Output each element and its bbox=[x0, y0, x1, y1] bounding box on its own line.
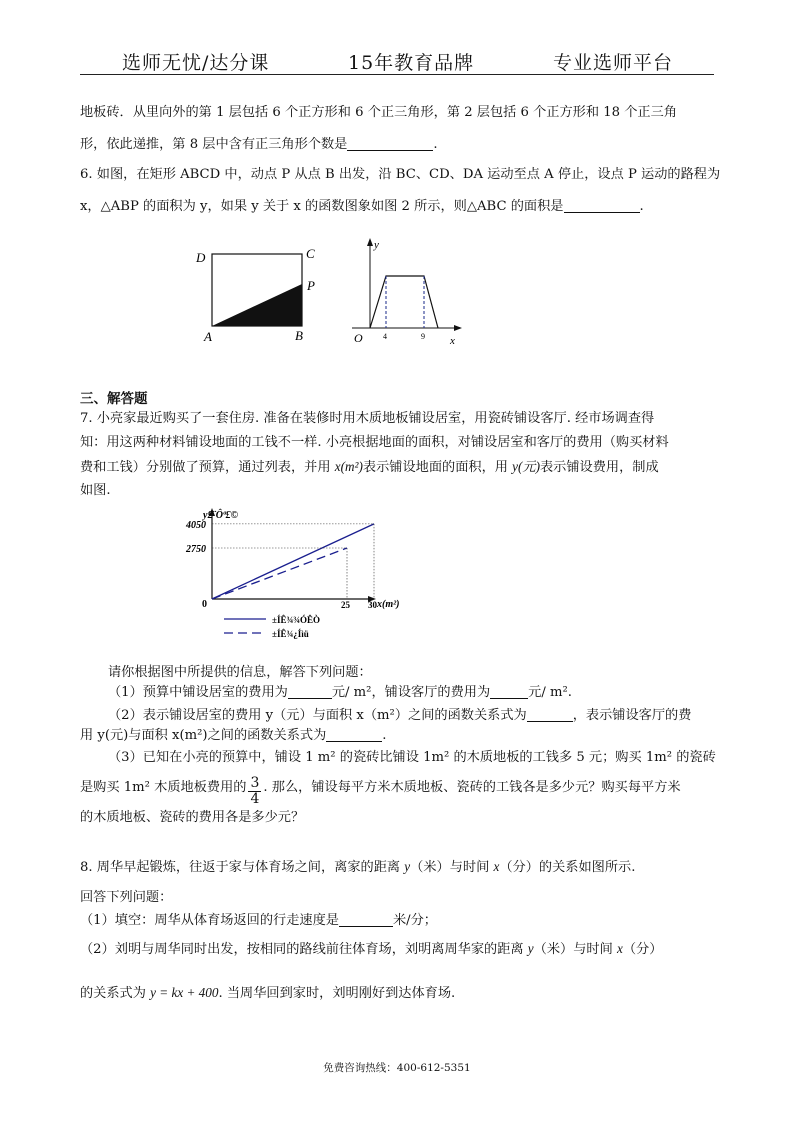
y-axis-arrow bbox=[367, 238, 373, 246]
var-x: x bbox=[493, 859, 500, 874]
var-y: y bbox=[404, 859, 411, 874]
graph-tick-9: 9 bbox=[421, 332, 425, 341]
legend-label-2: ±ÍÊ¾¿Íìü bbox=[272, 629, 309, 639]
triangle-abp bbox=[212, 284, 302, 326]
header-brand: 选师无忧/达分课 bbox=[122, 52, 270, 74]
legend-label-1: ±ÍÊ¾¾ÓÊÒ bbox=[272, 615, 320, 625]
text: （米）与时间 bbox=[533, 942, 617, 957]
text: （1）填空：周华从体育场返回的行走速度是 bbox=[80, 913, 339, 928]
equation: y = kx + 400 bbox=[150, 985, 219, 1000]
problem-6-line-1: 6. 如图，在矩形 ABCD 中，动点 P 从点 B 出发，沿 BC、CD、DA 运动至点 A 停止，设点 P 运动的路程为 bbox=[80, 167, 721, 182]
text: （分） bbox=[622, 942, 663, 957]
text: （1）预算中铺设居室的费用为 bbox=[108, 685, 288, 700]
answer-blank-5 bbox=[347, 136, 433, 151]
label-p: P bbox=[307, 278, 315, 293]
text: 表示铺设地面的面积，用 bbox=[362, 460, 513, 475]
problem-7-line-1: 7. 小亮家最近购买了一套住房. 准备在装修时用木质地板铺设居室，用瓷砖铺设客厅. 经市场调查得 bbox=[80, 411, 655, 426]
answer-blank-6 bbox=[564, 198, 640, 213]
label-c: C bbox=[306, 246, 315, 261]
problem-5-line-1: 地板砖．从里向外的第 1 层包括 6 个正方形和 6 个正三角形，第 2 层包括 6 个正方形和 18 个正三角 bbox=[80, 105, 677, 120]
problem-8-q2-line-2 bbox=[80, 979, 720, 1008]
var-x: x(m²) bbox=[334, 459, 363, 474]
chart-y-label: y£¨Ôª£© bbox=[203, 510, 239, 521]
answer-blank-7-2a bbox=[527, 707, 573, 722]
function-graph bbox=[346, 234, 470, 350]
label-d: D bbox=[196, 250, 206, 265]
fraction-numerator: 3 bbox=[250, 775, 260, 791]
text: （分）的关系如图所示. bbox=[499, 860, 636, 875]
graph-origin: O bbox=[354, 331, 363, 345]
graph-x-label: x bbox=[450, 335, 455, 347]
x-tick-label-25: 25 bbox=[341, 600, 350, 610]
y-tick-label-2750: 2750 bbox=[186, 543, 206, 555]
answer-blank-7-1a bbox=[288, 684, 332, 699]
problem-7-q3-line-1: （3）已知在小亮的预算中，铺设 1 m² 的瓷砖比铺设 1m² 的木质地板的工钱多 5 元；购买 1m² 的瓷砖 bbox=[108, 750, 716, 765]
x-axis-arrow bbox=[454, 325, 462, 331]
text: 是购买 1m² 木质地板费用的 bbox=[80, 780, 247, 795]
footer-hotline: 免费咨询热线：400-612-5351 bbox=[323, 1062, 471, 1074]
problem-8-line-1 bbox=[80, 853, 720, 882]
fraction-denominator: 4 bbox=[250, 791, 260, 807]
problem-7-line-4: 如图. bbox=[80, 483, 111, 498]
problem-5-line-2 bbox=[80, 131, 720, 159]
text: （2）表示铺设居室的费用 y（元）与面积 x（m²）之间的函数关系式为 bbox=[108, 708, 527, 723]
x-tick-label-30: 30 bbox=[368, 600, 377, 610]
graph-line bbox=[370, 276, 438, 328]
problem-8-q1 bbox=[80, 907, 720, 935]
chart-origin: 0 bbox=[202, 599, 207, 610]
var-y: y bbox=[527, 941, 534, 956]
header-divider bbox=[80, 74, 714, 75]
problem-7-line-2: 知：用这两种材料铺设地面的工钱不一样. 小亮根据地面的面积，对铺设居室和客厅的费用（购买材料 bbox=[80, 435, 669, 450]
text: . 当周华回到家时，刘明刚好到达体育场. bbox=[218, 986, 456, 1001]
text: 的关系式为 bbox=[80, 986, 151, 1001]
answer-blank-8-1 bbox=[339, 912, 393, 927]
header-platform: 专业选师平台 bbox=[553, 52, 674, 74]
period: . bbox=[639, 199, 644, 214]
problem-8-q2-line-1 bbox=[80, 935, 720, 964]
header-slogan: 15年教育品牌 bbox=[348, 52, 475, 74]
rectangle-figure bbox=[190, 240, 330, 350]
text: 8. 周华早起锻炼，往返于家与体育场之间，离家的距离 bbox=[80, 860, 405, 875]
text: 费和工钱）分别做了预算，通过列表，并用 bbox=[80, 460, 335, 475]
problem-5-text: 形，依此递推，第 8 层中含有正三角形个数是 bbox=[80, 137, 348, 152]
label-b: B bbox=[295, 328, 303, 343]
graph-y-label: y bbox=[374, 239, 379, 251]
answer-blank-7-1b bbox=[490, 684, 528, 699]
text: 元/ m². bbox=[528, 685, 572, 700]
series-line-2 bbox=[212, 548, 347, 599]
text: 米/分； bbox=[392, 913, 437, 928]
text: ，表示铺设客厅的费 bbox=[572, 708, 692, 723]
fraction-three-quarters bbox=[248, 776, 261, 807]
cost-chart bbox=[176, 500, 406, 645]
text: 元/ m²，铺设客厅的费用为 bbox=[331, 685, 491, 700]
series-line-1 bbox=[212, 524, 374, 599]
problem-7-q3-line-3: 的木质地板、瓷砖的费用各是多少元？ bbox=[80, 810, 305, 825]
text: 用 y(元)与面积 x(m²)之间的函数关系式为 bbox=[80, 728, 327, 743]
y-tick-label-4050: 4050 bbox=[186, 519, 206, 531]
graph-tick-4: 4 bbox=[383, 332, 387, 341]
period: . bbox=[433, 137, 438, 152]
problem-6-line-2 bbox=[80, 193, 720, 221]
answer-blank-7-2b bbox=[326, 727, 382, 742]
text: . bbox=[382, 728, 387, 743]
text: 表示铺设费用，制成 bbox=[539, 460, 659, 475]
problem-7-intro: 请你根据图中所提供的信息，解答下列问题： bbox=[108, 665, 372, 680]
problem-7-q3-line-2 bbox=[80, 774, 720, 807]
problem-6-text: x，△ABP 的面积为 y，如果 y 关于 x 的函数图象如图 2 所示，则△ABC 的面积是 bbox=[80, 199, 564, 214]
text: . 那么，铺设每平方米木质地板、瓷砖的工钱各是多少元？购买每平方米 bbox=[263, 780, 681, 795]
text: （2）刘明与周华同时出发，按相同的路线前往体育场，刘明离周华家的距离 bbox=[80, 942, 528, 957]
text: （米）与时间 bbox=[410, 860, 494, 875]
chart-x-label: x(m²) bbox=[377, 599, 400, 610]
var-x: x bbox=[616, 941, 623, 956]
var-y: y(元) bbox=[512, 459, 540, 474]
problem-8-line-2: 回答下列问题： bbox=[80, 890, 173, 905]
section-title: 三、解答题 bbox=[80, 391, 148, 407]
label-a: A bbox=[204, 329, 212, 344]
